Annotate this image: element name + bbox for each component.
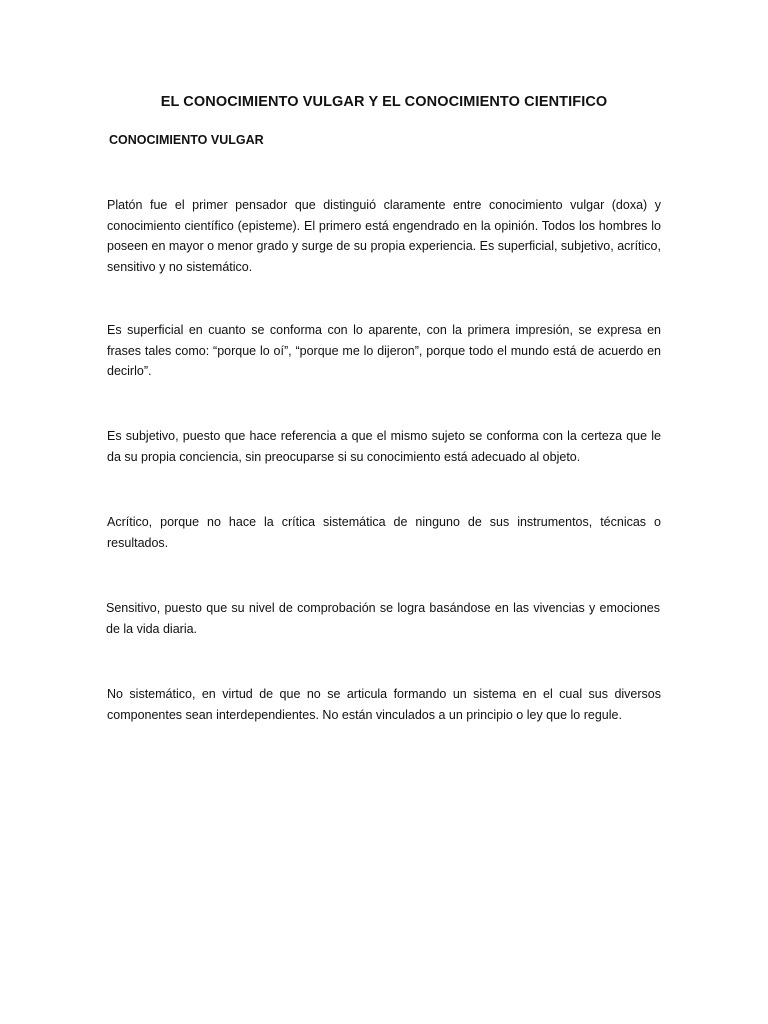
section-heading: CONOCIMIENTO VULGAR (109, 133, 264, 147)
paragraph-sensitivo: Sensitivo, puesto que su nivel de comprobación se logra basándose en las vivencias y emociones de la vida diaria. (106, 601, 660, 636)
paragraph-no-sistematico: No sistemático, en virtud de que no se articula formando un sistema en el cual sus diversos componentes sean interdependientes. No están vinculados a un principio o ley que lo regule. (107, 687, 661, 722)
paragraph-acritico: Acrítico, porque no hace la crítica sistemática de ninguno de sus instrumentos, técnicas o resultados. (107, 515, 661, 550)
paragraph-intro: Platón fue el primer pensador que distinguió claramente entre conocimiento vulgar (doxa) y conocimiento científico (episteme). El primero está engendrado en la opinión. Todos los hombres lo poseen en mayor o menor grado y surge de su propia experiencia. Es superficial, subjetivo, acrítico, sensitivo y no sistemático. (107, 198, 661, 274)
paragraph-subjetivo: Es subjetivo, puesto que hace referencia a que el mismo sujeto se conforma con la certeza que le da su propia conciencia, sin preocuparse si su conocimiento está adecuado al objeto. (107, 429, 661, 464)
paragraph-superficial: Es superficial en cuanto se conforma con lo aparente, con la primera impresión, se expresa en frases tales como: “porque lo oí”, “porque me lo dijeron”, porque todo el mundo está de acuerdo en decirlo”. (107, 323, 661, 378)
document-title: EL CONOCIMIENTO VULGAR Y EL CONOCIMIENTO CIENTIFICO (160, 94, 608, 110)
